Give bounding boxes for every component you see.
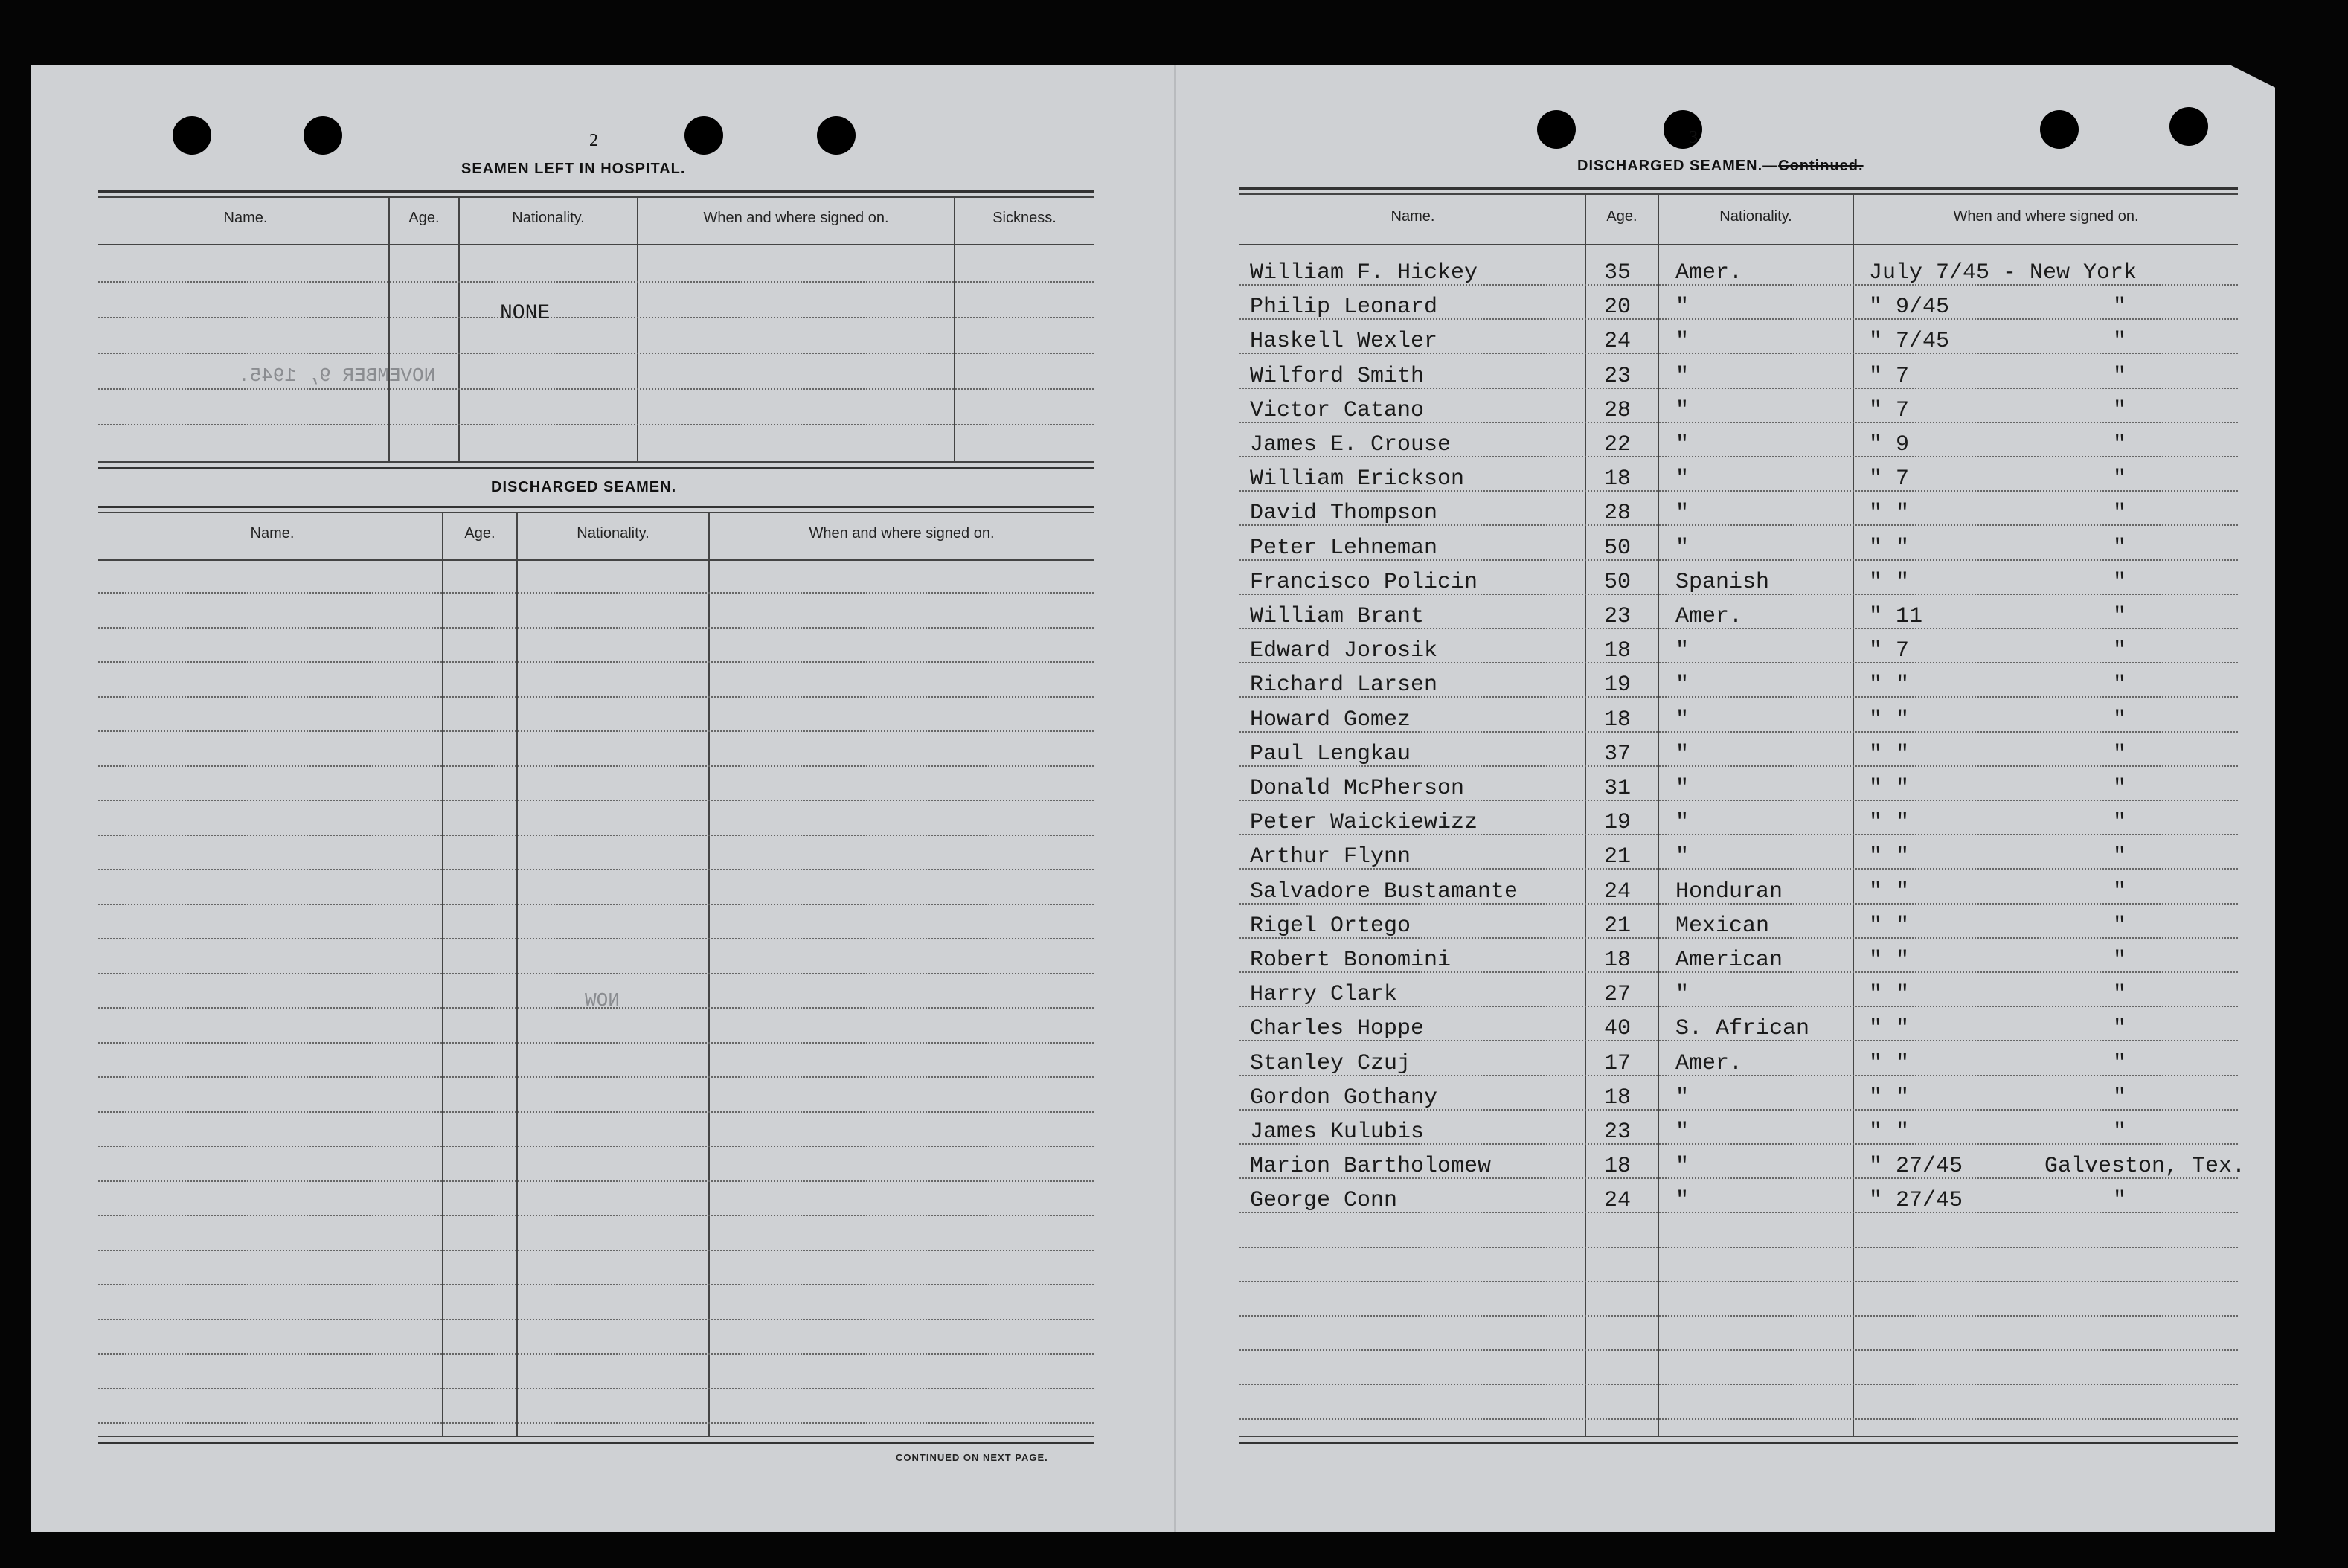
seaman-nationality: " [1675,1119,1690,1145]
dotted-rule [98,938,1094,939]
dotted-rule [98,1111,1094,1113]
dotted-rule [1239,1384,2238,1385]
punch-hole [684,116,723,155]
discharged-section-title: DISCHARGED SEAMEN. [491,479,677,495]
dotted-rule [98,1353,1094,1355]
dotted-rule [98,424,1094,425]
seaman-signed-place: " [2113,466,2127,492]
seaman-signed-place: " [2113,363,2127,389]
dotted-rule [98,904,1094,905]
seaman-signed-place: " [2113,1050,2127,1076]
seaman-signed-place: " [2113,295,2127,321]
rule [98,1442,1094,1444]
seaman-signed-on: " 27/45 [1869,1154,1963,1180]
seaman-age: 19 [1604,810,1632,836]
seaman-signed-on: " 7 [1869,466,1910,492]
seaman-age: 18 [1604,1154,1632,1180]
seaman-age: 18 [1604,1085,1632,1111]
punch-hole [304,116,342,155]
title-struck: Continued. [1778,158,1864,174]
seaman-name: George Conn [1250,1188,1398,1214]
rule [1239,1442,2238,1444]
seaman-name: James Kulubis [1250,1119,1425,1145]
seaman-name: Robert Bonomini [1250,948,1452,973]
seaman-nationality: " [1675,295,1690,321]
seaman-age: 28 [1604,501,1632,527]
dotted-rule [98,353,1094,354]
page-fold [1174,65,1176,1532]
seaman-age: 35 [1604,260,1632,286]
seaman-signed-on: " 9 [1869,432,1910,457]
seaman-nationality: " [1675,329,1690,355]
seaman-signed-on: " 11 [1869,604,1923,629]
seaman-signed-place: " [2113,1188,2127,1214]
column-rule [516,513,518,1436]
seaman-age: 37 [1604,741,1632,767]
seaman-nationality: " [1675,810,1690,836]
seaman-age: 23 [1604,1119,1632,1145]
dotted-rule [1239,1247,2238,1248]
seaman-signed-on: " " [1869,741,1910,767]
seaman-signed-on: " " [1869,1050,1910,1076]
seaman-signed-on: " 7 [1869,638,1910,664]
seaman-signed-place: " [2113,913,2127,939]
seaman-signed-on: " " [1869,1119,1910,1145]
seaman-signed-on: " " [1869,1016,1910,1042]
seaman-signed-place: " [2113,948,2127,973]
dotted-rule [98,1042,1094,1044]
column-header-age: Age. [1606,208,1637,225]
dotted-rule [98,696,1094,698]
dotted-rule [98,627,1094,629]
seaman-name: Peter Waickiewizz [1250,810,1478,836]
seaman-signed-place: " [2113,810,2127,836]
punch-hole [173,116,211,155]
punch-hole [2169,107,2208,146]
seaman-nationality: Honduran [1675,878,1783,905]
seaman-age: 18 [1604,466,1632,492]
rule [98,196,1094,198]
column-header-name: Name. [1390,208,1435,225]
dotted-rule [98,388,1094,390]
seaman-signed-on: " " [1869,948,1910,973]
column-header-nationality: Nationality. [1719,208,1792,225]
seaman-signed-on: " " [1869,672,1910,698]
seaman-nationality: Amer. [1675,1050,1743,1076]
seaman-signed-on: " 7 [1869,363,1910,389]
column-rule [388,198,390,461]
seaman-signed-place: " [2113,982,2127,1008]
seaman-signed-on: " " [1869,810,1910,836]
rule [1239,187,2238,190]
seaman-signed-on: " " [1869,707,1910,733]
dotted-rule [98,973,1094,974]
seaman-name: Donald McPherson [1250,776,1465,801]
seaman-nationality: " [1675,1154,1690,1180]
seaman-signed-on: " " [1869,913,1910,939]
column-header-signed-on: When and where signed on. [703,210,889,226]
seaman-signed-place: " [2113,638,2127,664]
seaman-signed-on: " " [1869,982,1910,1008]
column-header-nationality: Nationality. [577,525,649,542]
dotted-rule [98,1215,1094,1216]
seaman-name: Haskell Wexler [1250,329,1438,355]
dotted-rule [98,1250,1094,1251]
dotted-rule [98,835,1094,836]
seaman-nationality: Mexican [1675,913,1770,939]
seaman-age: 50 [1604,569,1632,595]
seaman-name: Marion Bartholomew [1250,1154,1492,1180]
bleed-through-stamp: NOW [585,989,620,1012]
seaman-age: 50 [1604,535,1632,561]
bleed-through-date: NOVEMBER 9, 1945. [238,364,436,387]
seaman-signed-place: " [2113,1016,2127,1042]
seaman-age: 18 [1604,638,1632,664]
seaman-nationality: Amer. [1675,604,1743,629]
seaman-signed-on: " " [1869,776,1910,801]
seaman-signed-place: " [2113,1085,2127,1111]
seaman-nationality: " [1675,1085,1690,1111]
seaman-nationality: American [1675,948,1783,973]
page-number: 2 [589,131,598,150]
rule [98,190,1094,193]
seaman-age: 21 [1604,913,1632,939]
dotted-rule [98,1388,1094,1389]
column-rule [1585,195,1586,1436]
dotted-rule [98,317,1094,318]
seaman-signed-on: July 7/45 - New York [1869,260,2137,286]
seaman-signed-place: " [2113,672,2127,698]
punch-hole [1537,110,1576,149]
seaman-signed-place: " [2113,844,2127,870]
seaman-nationality: Amer. [1675,260,1743,286]
column-rule [708,513,710,1436]
seaman-signed-place: " [2113,776,2127,801]
dotted-rule [1239,1418,2238,1420]
seaman-signed-on: " " [1869,844,1910,870]
column-header-name: Name. [250,525,295,542]
seaman-nationality: Spanish [1675,569,1770,595]
rule [98,467,1094,469]
dotted-rule [98,661,1094,663]
dotted-rule [98,1422,1094,1424]
dotted-rule [98,869,1094,870]
seaman-name: Edward Jorosik [1250,638,1438,664]
seaman-name: William Erickson [1250,466,1465,492]
dotted-rule [98,1319,1094,1320]
rule [1239,1436,2238,1437]
seaman-age: 18 [1604,948,1632,973]
seaman-name: James E. Crouse [1250,432,1452,457]
seaman-age: 19 [1604,672,1632,698]
seaman-name: Harry Clark [1250,982,1398,1008]
dotted-rule [98,1180,1094,1182]
seaman-nationality: " [1675,707,1690,733]
dotted-rule [1239,1281,2238,1282]
seaman-signed-on: " 7/45 [1869,329,1950,355]
seaman-age: 18 [1604,707,1632,733]
seaman-name: Charles Hoppe [1250,1016,1425,1042]
dotted-rule [98,592,1094,594]
seaman-signed-place: " [2113,604,2127,629]
seaman-name: Paul Lengkau [1250,741,1411,767]
seaman-nationality: " [1675,363,1690,389]
seaman-name: Salvadore Bustamante [1250,878,1518,905]
column-rule [954,198,955,461]
seaman-age: 40 [1604,1016,1632,1042]
seaman-name: Richard Larsen [1250,672,1438,698]
seaman-age: 31 [1604,776,1632,801]
seaman-signed-on: " 27/45 [1869,1188,1963,1214]
seaman-age: 23 [1604,363,1632,389]
column-rule [458,198,460,461]
seaman-signed-place: " [2113,1119,2127,1145]
rule [1239,193,2238,195]
seaman-name: Stanley Czuj [1250,1050,1411,1076]
seaman-signed-place: " [2113,397,2127,423]
seaman-signed-place: Galveston, Tex. [2044,1154,2246,1180]
seaman-age: 27 [1604,982,1632,1008]
column-header-name: Name. [223,210,268,226]
seaman-age: 22 [1604,432,1632,457]
column-header-age: Age. [408,210,440,226]
continued-footer: CONTINUED ON NEXT PAGE. [896,1452,1048,1463]
dotted-rule [98,730,1094,732]
rule [98,512,1094,513]
seaman-name: Rigel Ortego [1250,913,1411,939]
seaman-signed-on: " " [1869,878,1910,905]
column-rule [442,513,443,1436]
seaman-signed-place: " [2113,432,2127,457]
hospital-entry: NONE [500,302,551,325]
seaman-nationality: " [1675,672,1690,698]
seaman-age: 21 [1604,844,1632,870]
seaman-signed-place: " [2113,878,2127,905]
seaman-nationality: " [1675,397,1690,423]
seaman-nationality: " [1675,776,1690,801]
rule [98,559,1094,561]
seaman-name: Francisco Policin [1250,569,1478,595]
seaman-age: 24 [1604,878,1632,905]
column-header-age: Age. [464,525,495,542]
rule [98,506,1094,508]
column-header-signed-on: When and where signed on. [809,525,995,542]
seaman-age: 24 [1604,329,1632,355]
seaman-nationality: " [1675,741,1690,767]
seaman-nationality: " [1675,1188,1690,1214]
punch-hole [2040,110,2079,149]
seaman-signed-on: " " [1869,535,1910,561]
seaman-name: Gordon Gothany [1250,1085,1438,1111]
seaman-age: 17 [1604,1050,1632,1076]
seaman-signed-on: " 9/45 [1869,295,1950,321]
dotted-rule [98,1284,1094,1285]
seaman-nationality: S. African [1675,1016,1810,1042]
seaman-signed-place: " [2113,569,2127,595]
column-header-nationality: Nationality. [512,210,585,226]
seaman-name: Wilford Smith [1250,363,1425,389]
seaman-nationality: " [1675,638,1690,664]
seaman-name: David Thompson [1250,501,1438,527]
rule [1239,244,2238,245]
seaman-age: 20 [1604,295,1632,321]
seaman-signed-on: " 7 [1869,397,1910,423]
page-number: 3 [1689,128,1698,147]
seaman-name: William F. Hickey [1250,260,1478,286]
column-header-signed-on: When and where signed on. [1953,208,2139,225]
seaman-signed-place: " [2113,329,2127,355]
seaman-name: Philip Leonard [1250,295,1438,321]
seaman-signed-on: " " [1869,569,1910,595]
dotted-rule [98,1146,1094,1147]
seaman-age: 28 [1604,397,1632,423]
dotted-rule [98,1076,1094,1078]
seaman-nationality: " [1675,432,1690,457]
punch-hole [817,116,856,155]
seaman-nationality: " [1675,535,1690,561]
dotted-rule [98,765,1094,767]
seaman-name: William Brant [1250,604,1425,629]
seaman-signed-on: " " [1869,1085,1910,1111]
seaman-nationality: " [1675,501,1690,527]
seaman-age: 23 [1604,604,1632,629]
rule [98,461,1094,463]
seaman-signed-on: " " [1869,501,1910,527]
column-rule [637,198,638,461]
dotted-rule [98,281,1094,283]
seaman-nationality: " [1675,844,1690,870]
seaman-signed-place: " [2113,707,2127,733]
seaman-name: Arthur Flynn [1250,844,1411,870]
rule [98,1436,1094,1437]
dotted-rule [1239,1349,2238,1351]
title-main: DISCHARGED SEAMEN.— [1577,158,1779,174]
dotted-rule [98,800,1094,801]
rule [98,244,1094,245]
hospital-section-title: SEAMEN LEFT IN HOSPITAL. [461,161,686,177]
column-rule [1658,195,1659,1436]
seaman-signed-place: " [2113,535,2127,561]
column-rule [1853,195,1854,1436]
column-header-sickness: Sickness. [992,210,1056,226]
dotted-rule [1239,1315,2238,1317]
seaman-signed-place: " [2113,741,2127,767]
discharged-continued-title [1577,158,1864,175]
seaman-name: Howard Gomez [1250,707,1411,733]
seaman-age: 24 [1604,1188,1632,1214]
left-page [31,65,1174,1532]
seaman-name: Victor Catano [1250,397,1425,423]
seaman-nationality: " [1675,982,1690,1008]
seaman-nationality: " [1675,466,1690,492]
seaman-name: Peter Lehneman [1250,535,1438,561]
seaman-signed-place: " [2113,501,2127,527]
